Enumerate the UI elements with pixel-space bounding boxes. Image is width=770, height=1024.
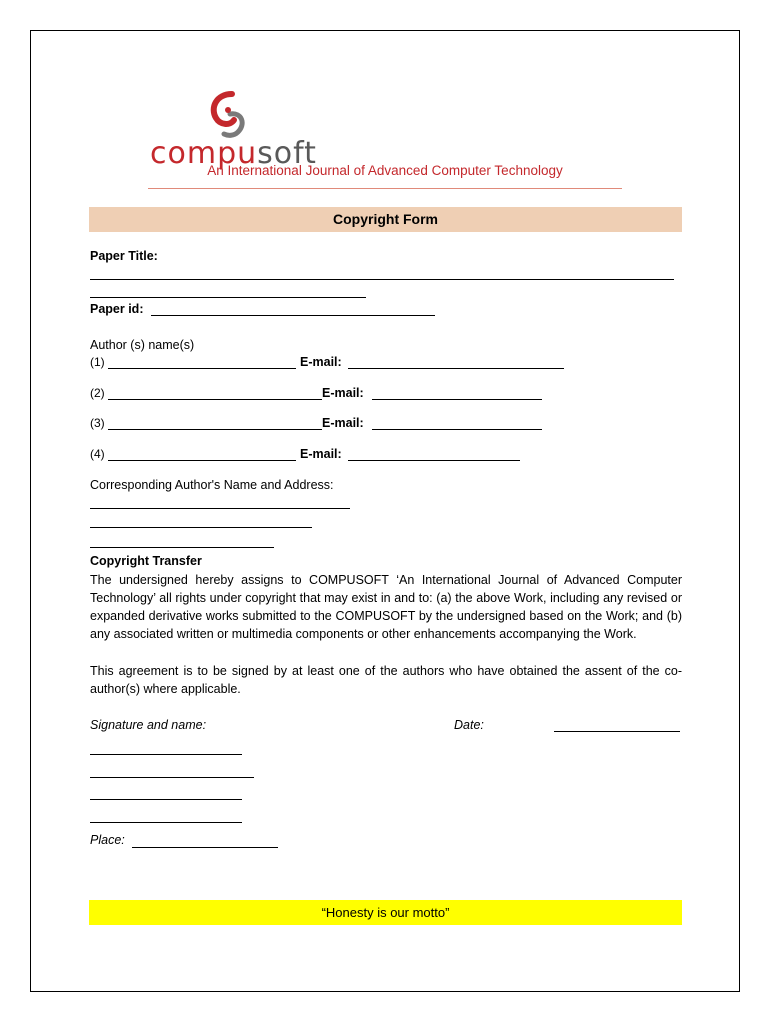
author-email-field-2[interactable] bbox=[372, 399, 542, 400]
author-name-field-1[interactable] bbox=[108, 368, 296, 369]
author-name-field-4[interactable] bbox=[108, 460, 296, 461]
signature-line-3[interactable] bbox=[90, 799, 242, 800]
corresponding-address-line-3[interactable] bbox=[90, 547, 274, 548]
author-number: (4) bbox=[90, 447, 105, 461]
signature-label: Signature and name: bbox=[90, 718, 207, 732]
form-title: Copyright Form bbox=[333, 211, 438, 227]
author-email-field-1[interactable] bbox=[348, 368, 564, 369]
authors-label: Author (s) name(s) bbox=[90, 338, 195, 352]
paper-id-field[interactable] bbox=[151, 315, 435, 316]
copyright-transfer-heading: Copyright Transfer bbox=[90, 554, 202, 568]
date-field[interactable] bbox=[554, 731, 680, 732]
corresponding-address-line-1[interactable] bbox=[90, 508, 350, 509]
author-email-field-4[interactable] bbox=[348, 460, 520, 461]
author-name-field-3[interactable] bbox=[108, 429, 322, 430]
motto-text: “Honesty is our motto” bbox=[321, 905, 450, 920]
paper-title-label: Paper Title: bbox=[90, 249, 158, 263]
place-field[interactable] bbox=[132, 847, 278, 848]
copyright-transfer-text: The undersigned hereby assigns to COMPUSOFT ‘An International Journal of Advanced Computer Technology’ all rights under copyright that may exist in and to: (a) the above Work, including any revised or expanded derivative works submitted to the COMPUSOFT by the undersigned based on the Work; and (b) any associated written or multimedia components or other enhancements accompanying the Work. bbox=[90, 573, 682, 641]
paper-id-label: Paper id: bbox=[90, 302, 144, 316]
agreement-text: This agreement is to be signed by at least one of the authors who have obtained the assent of the co-author(s) where applicable. bbox=[90, 664, 682, 696]
journal-subtitle: An International Journal of Advanced Computer Technology bbox=[207, 163, 563, 178]
author-name-field-2[interactable] bbox=[108, 399, 322, 400]
email-label: E-mail: bbox=[322, 386, 364, 400]
author-number: (2) bbox=[90, 386, 105, 400]
motto-bar bbox=[89, 900, 682, 925]
compusoft-logo-icon bbox=[206, 90, 250, 142]
author-number: (3) bbox=[90, 416, 105, 430]
place-label: Place: bbox=[90, 833, 125, 847]
author-number: (1) bbox=[90, 355, 105, 369]
corresponding-address-line-2[interactable] bbox=[90, 527, 312, 528]
form-title-bar bbox=[89, 207, 682, 232]
email-label: E-mail: bbox=[300, 355, 342, 369]
paper-title-line-2[interactable] bbox=[90, 297, 366, 298]
author-email-field-3[interactable] bbox=[372, 429, 542, 430]
compusoft-logo-wordmark: compusoft bbox=[150, 136, 317, 171]
date-label: Date: bbox=[454, 718, 484, 732]
header-divider bbox=[148, 188, 622, 189]
signature-line-4[interactable] bbox=[90, 822, 242, 823]
signature-line-1[interactable] bbox=[90, 754, 242, 755]
corresponding-author-label: Corresponding Author's Name and Address: bbox=[90, 478, 334, 492]
email-label: E-mail: bbox=[322, 416, 364, 430]
signature-line-2[interactable] bbox=[90, 777, 254, 778]
email-label: E-mail: bbox=[300, 447, 342, 461]
paper-title-line-1[interactable] bbox=[90, 279, 674, 280]
